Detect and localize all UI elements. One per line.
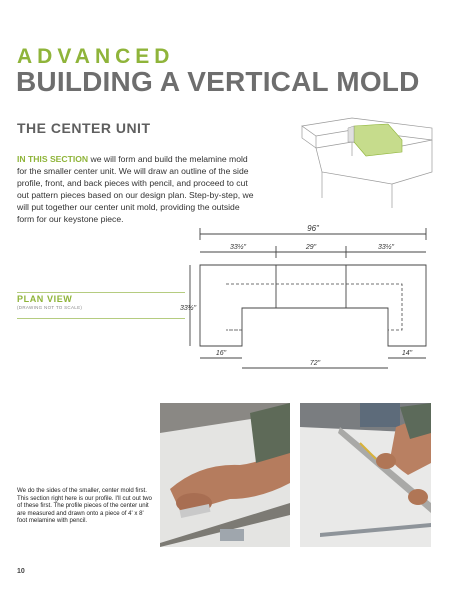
- plan-view-label: [17, 294, 82, 310]
- dim-depth: 33½": [180, 305, 197, 312]
- plan-view-subtitle: (DRAWING NOT TO SCALE): [17, 305, 83, 310]
- section-kicker: ADVANCED: [17, 45, 175, 68]
- section-heading: THE CENTER UNIT: [17, 120, 151, 136]
- page-title: BUILDING A VERTICAL MOLD: [16, 66, 420, 97]
- plan-label-rule-bottom: [17, 318, 185, 319]
- photo-measuring: [160, 403, 290, 547]
- page-number: 10: [17, 568, 25, 575]
- plan-label-rule-top: [17, 292, 185, 293]
- dim-bottom-left: 16": [215, 350, 227, 357]
- plan-view-title: PLAN VIEW: [17, 294, 73, 304]
- dim-middle: 29": [305, 244, 317, 251]
- center-unit-sketch: [292, 112, 440, 208]
- photo-caption: We do the sides of the smaller, center mold first. This section right here is our profile. I'll cut out two of these first. The profile pieces of the center unit are measured and drawn onto a piece of 4' x 8' foot melamine with pencil.: [17, 487, 152, 524]
- dim-overall: 96": [307, 224, 319, 233]
- photo-drawing: [300, 403, 431, 547]
- dim-right: 33½": [377, 244, 395, 251]
- plan-view-drawing: [180, 222, 450, 380]
- dim-bottom-right: 14": [401, 350, 413, 357]
- intro-text: we will form and build the melamine mold for the smaller center unit. We will draw an outline of the side profile, front, and back pieces with pencil, and proceed to cut out pattern pieces based on our design plan. Step-by-step, we will put together our center unit mold, providing the outside form for our keystone piece.: [17, 154, 254, 225]
- intro-highlight: IN THIS SECTION: [17, 154, 89, 164]
- intro-paragraph: [17, 153, 257, 226]
- dim-bottom-middle: 72": [309, 360, 321, 367]
- dim-left: 33½": [229, 244, 247, 251]
